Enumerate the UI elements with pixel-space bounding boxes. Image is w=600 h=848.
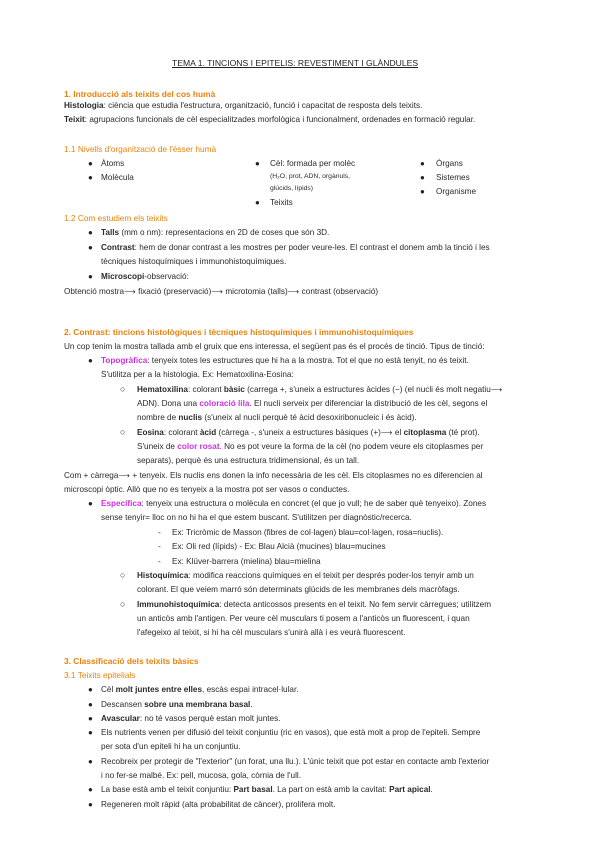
section-2-intro: Un cop tenim la mostra tallada amb el gruix que ens interessa, el següent pas és el procés de tinció. Tipus de tinció: xyxy=(64,342,485,351)
list-item-continuation xyxy=(137,398,487,409)
immunohistoquimica-text: : detecta anticossos presents en el teixit. No fem servir càrregues; utilitzem xyxy=(219,600,492,609)
list-item: Àtoms xyxy=(101,159,125,168)
list-item xyxy=(137,384,503,395)
text-span: . La part on està amb la cavitat: xyxy=(272,785,390,794)
list-item-continuation: sense tenyir= lloc on no hi ha el que estem buscant. S'utilitzen per diagnòstic/recerca. xyxy=(101,513,412,522)
list-item: Recobreix per protegir de "l'exterior" (un forat, una llu.). L'únic teixit que pot estar en contacte amb l'exterior xyxy=(101,757,490,766)
microscopi-text: -observació: xyxy=(144,272,189,281)
dash-bullet: - xyxy=(158,557,161,566)
example-item: Ex: Tricròmic de Masson (fibres de col·lagen) blau=col·lagen, rosa=nuclis). xyxy=(172,528,444,537)
highlight-span: coloració lila xyxy=(199,399,250,408)
bold-span: Part basal xyxy=(233,785,273,794)
list-item-continuation: separats), perquè és una estructura tridimensional, és un tall. xyxy=(137,456,360,465)
text-span: . No es pot veure la forma de la cèl (no podem veure els citoplasmes per xyxy=(219,442,484,451)
bullet-icon: ● xyxy=(88,272,93,281)
list-item-continuation: colorant. El que veiem marró són determinats glúcids de les membranes dels macròfags. xyxy=(137,585,460,594)
bullet-icon: ● xyxy=(420,173,425,182)
bullet-icon: ● xyxy=(88,173,93,182)
text-span: : colorant xyxy=(187,385,224,394)
circle-bullet-icon: ○ xyxy=(120,384,126,394)
text-span: (s'uneix al nucli perquè té àcid desoxiribonucleic i és àcid). xyxy=(202,413,417,422)
talls-text: (mm o nm): representacions en 2D de coses que són 3D. xyxy=(119,228,330,237)
bullet-icon: ● xyxy=(88,499,93,508)
bullet-icon: ● xyxy=(88,700,93,709)
bold-span: nuclis xyxy=(178,413,203,422)
list-item-continuation xyxy=(137,412,417,423)
bold-span: sobre una membrana basal xyxy=(144,700,251,709)
list-item xyxy=(101,355,469,366)
hematoxilina-term: Hematoxilina xyxy=(137,385,188,394)
bullet-icon: ● xyxy=(420,159,425,168)
teixit-term: Teixit xyxy=(64,115,85,124)
section-3-1-heading: 3.1 Teixits epitelials xyxy=(64,670,136,680)
list-item: Molècula xyxy=(101,173,134,182)
page-title: TEMA 1. TINCIONS I EPITELIS: REVESTIMENT I GLÀNDULES xyxy=(172,58,419,68)
list-item xyxy=(101,684,299,695)
bullet-icon: ● xyxy=(88,800,93,809)
text-span: : no té vasos perquè estan molt juntes. xyxy=(139,714,281,723)
list-item xyxy=(137,599,491,610)
bold-span: àcid xyxy=(199,428,217,437)
text-span: nombre de xyxy=(137,413,179,422)
section-3-heading: 3. Classificació dels teixits bàsics xyxy=(64,656,199,666)
list-item xyxy=(137,570,474,581)
immunohistoquimica-term: Immunohistoquímica xyxy=(137,600,220,609)
text-span: S'uneix de xyxy=(137,442,178,451)
circle-bullet-icon: ○ xyxy=(120,570,126,580)
bold-span: bàsic xyxy=(223,385,245,394)
histoquimica-term: Histoquímica xyxy=(137,571,189,580)
especifica-term: Específica xyxy=(101,499,142,508)
example-item: Ex: Klüver-barrera (mielina) blau=mielina xyxy=(172,557,321,566)
list-item-detail: (H₂O, prot, ADN, orgànuls, xyxy=(270,173,351,180)
bullet-icon: ● xyxy=(88,685,93,694)
list-item-continuation: tècniques histoquímiques i immunohistoquímiques. xyxy=(101,257,287,266)
circle-bullet-icon: ○ xyxy=(120,427,126,437)
section-1-1-heading: 1.1 Nivells d'organització de l'ésser humà xyxy=(64,144,217,154)
list-item: Òrgans xyxy=(436,159,463,168)
histoquimica-text: : modifica reaccions químiques en el teixit per després poder-los tenyir amb un xyxy=(188,571,474,580)
text-span: (té prot). xyxy=(446,428,480,437)
section-2-heading: 2. Contrast: tincions histològiques i tècniques histoquímiques i immunohistoquímiques xyxy=(64,327,414,337)
talls-term: Talls xyxy=(101,228,120,237)
list-item xyxy=(101,242,490,253)
dash-bullet: - xyxy=(158,528,161,537)
text-span: La base està amb el teixit conjuntiu: xyxy=(101,785,234,794)
bullet-icon: ● xyxy=(88,228,93,237)
teixit-definition xyxy=(64,114,475,125)
bold-span: citoplasma xyxy=(403,428,447,437)
section-1-2-heading: 1.2 Com estudiem els teixits xyxy=(64,213,168,223)
bullet-icon: ● xyxy=(88,356,93,365)
especifica-text: : tenyeix una estructura o molècula en concret (el que jo vull; he de saber què tenyeixo). Zones xyxy=(141,499,487,508)
list-item-continuation: un anticòs amb l'antigen. Per veure cèl musculars ti posem a l'anticòs un fluorescent, i quan xyxy=(137,614,470,623)
eosina-term: Eosina xyxy=(137,428,164,437)
text-span: (càrrega -, s'uneix a estructures bàsiques (+)⟶ el xyxy=(216,428,404,437)
bold-span: Avascular xyxy=(101,714,140,723)
teixit-text: : agrupacions funcionals de cèl especialitzades morfològica i funcionalment, ordenades en formació regular. xyxy=(84,115,476,124)
list-item-continuation: l'afegeixo al teixit, si hi ha cèl musculars s'unirà allà i es veurà fluorescent. xyxy=(137,628,406,637)
list-item xyxy=(101,713,280,724)
list-item-continuation: S'utilitza per a la histologia. Ex: Hematoxilina-Eosina: xyxy=(101,370,294,379)
list-item xyxy=(101,699,253,710)
list-item: Cèl: formada per molèc xyxy=(270,159,356,168)
list-item xyxy=(101,271,189,282)
text-span: . El nucli serveix per diferenciar la distribució de les cèl, segons el xyxy=(249,399,488,408)
list-item xyxy=(137,427,480,438)
histologia-definition xyxy=(64,100,422,111)
histologia-text: : ciència que estudia l'estructura, organització, funció i capacitat de resposta dels teixits. xyxy=(103,101,423,110)
topografica-text: : tenyeix totes les estructures que hi ha a la mostra. Tot el que no està tenyit, no és teixit. xyxy=(147,356,469,365)
list-item xyxy=(101,227,329,238)
list-item: Teixits xyxy=(270,198,293,207)
text-span: . xyxy=(430,785,433,794)
contrast-text: : hem de donar contrast a les mostres per poder veure-les. El contrast el donem amb la tinció i les xyxy=(134,243,490,252)
bullet-icon: ● xyxy=(88,714,93,723)
bullet-icon: ● xyxy=(420,187,425,196)
list-item xyxy=(101,498,486,509)
microscopi-term: Microscopi xyxy=(101,272,145,281)
circle-bullet-icon: ○ xyxy=(120,599,126,609)
text-span: : colorant xyxy=(163,428,200,437)
text-span: ADN). Dona una xyxy=(137,399,200,408)
bullet-icon: ● xyxy=(88,785,93,794)
list-item: Organisme xyxy=(436,187,477,196)
text-span: Cèl xyxy=(101,685,116,694)
contrast-term: Contrast xyxy=(101,243,135,252)
text-span: (carrega +, s'uneix a estructures àcides (−) (el nucli és molt negatiu⟶ xyxy=(244,385,503,394)
list-item-continuation: per sota d'un epiteli hi ha un conjuntiu. xyxy=(101,742,241,751)
bullet-icon: ● xyxy=(88,728,93,737)
histologia-term: Histologia xyxy=(64,101,104,110)
list-item-detail: glúcids, lípids) xyxy=(270,185,314,192)
list-item-continuation: i no fer-se malbé. Ex: pell, mucosa, gola, còrnia de l'ull. xyxy=(101,771,301,780)
section-1-heading: 1. Introducció als teixits del cos humà xyxy=(64,89,216,99)
text-span: Descansen xyxy=(101,700,145,709)
dash-bullet: - xyxy=(158,542,161,551)
bullet-icon: ● xyxy=(88,159,93,168)
list-item-continuation xyxy=(137,441,483,452)
list-item: Sistemes xyxy=(436,173,470,182)
bullet-icon: ● xyxy=(255,198,260,207)
highlight-span: color rosat xyxy=(177,442,220,451)
bold-span: molt juntes entre elles xyxy=(115,685,203,694)
list-item xyxy=(101,784,433,795)
bold-span: Part apical xyxy=(389,785,431,794)
text-span: , escàs espai intracel·lular. xyxy=(202,685,299,694)
topografica-term: Topogràfica xyxy=(101,356,148,365)
list-item: Regeneren molt ràpid (alta probabilitat de càncer), prolifera molt. xyxy=(101,800,336,809)
list-item: Els nutrients venen per difusió del teixit conjuntiu (ric en vasos), que està molt a prop de l'epiteli. Sempre xyxy=(101,728,481,737)
bullet-icon: ● xyxy=(88,243,93,252)
bullet-icon: ● xyxy=(255,159,260,168)
example-item: Ex: Oli red (lípids) - Ex: Blau Alcià (mucines) blau=mucines xyxy=(172,542,386,551)
text-span: . xyxy=(250,700,253,709)
paragraph-line: microscopi òptic. Allò que no es tenyeix a la mostra pot ser vasos o conductes. xyxy=(64,485,350,494)
paragraph-line: Com + càrrega⟶ + tenyeix. Els nuclis ens donen la info necessària de les cèl. Els citoplasmes no es diferencien al xyxy=(64,471,483,480)
bullet-icon: ● xyxy=(88,757,93,766)
process-line: Obtenció mostra⟶ fixació (preservació)⟶ microtomia (talls)⟶ contrast (observació) xyxy=(64,287,379,296)
